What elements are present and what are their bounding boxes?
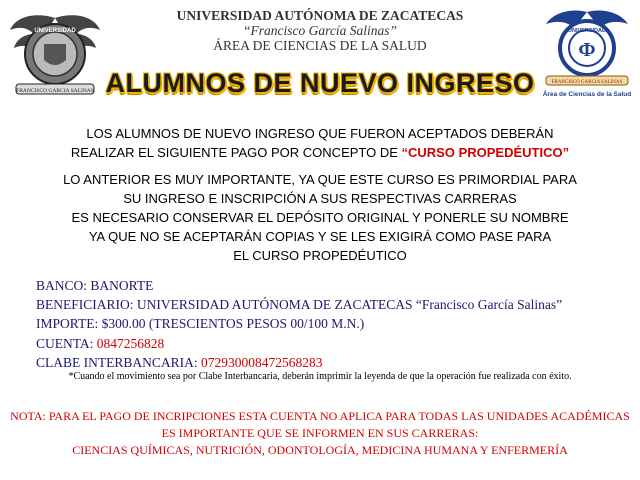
logo-left-band-text: FRANCISCO GARCIA SALINAS	[16, 88, 94, 94]
nota-line-1: NOTA: PARA EL PAGO DE INCRIPCIONES ESTA CUENTA NO APLICA PARA TODAS LAS UNIDADES ACADÉMICAS	[10, 409, 630, 423]
course-name-highlight: “CURSO PROPEDÉUTICO”	[401, 145, 570, 160]
bank-row	[36, 276, 153, 295]
amount-row	[36, 314, 364, 333]
bank-value: BANORTE	[90, 278, 154, 293]
body-line-3: ES NECESARIO CONSERVAR EL DEPÓSITO ORIGINAL Y PONERLE SU NOMBRE	[71, 210, 569, 225]
bank-label: BANCO:	[36, 278, 91, 293]
logo-right-band-text: FRANCISCO GARCIA SALINAS	[551, 80, 623, 85]
beneficiary-row	[36, 295, 562, 314]
area-name: ÁREA DE CIENCIAS DE LA SALUD	[213, 38, 427, 53]
account-label: CUENTA:	[36, 336, 97, 351]
nota-line-3: CIENCIAS QUÍMICAS, NUTRICIÓN, ODONTOLOGÍA, MEDICINA HUMANA Y ENFERMERÍA	[72, 443, 568, 457]
clabe-label: CLABE INTERBANCARIA:	[36, 355, 201, 370]
logo-right-top-text: UNIVERSIDAD	[568, 28, 606, 34]
clabe-note: *Cuando el movimiento sea por Clabe Interbancaria, deberán imprimir la leyenda de que la operación fue realizada con éxito.	[68, 371, 572, 382]
account-value: 0847256828	[96, 336, 165, 351]
intro-line-2	[0, 143, 640, 162]
logo-left-top-text: UNIVERSIDAD	[34, 28, 76, 34]
body-line-5: EL CURSO PROPEDÉUTICO	[233, 248, 407, 263]
clabe-row	[36, 353, 323, 372]
beneficiary-label: BENEFICIARIO:	[36, 297, 137, 312]
logo-right-caption: Área de Ciencias de la Salud	[542, 91, 632, 98]
beneficiary-value: UNIVERSIDAD AUTÓNOMA DE ZACATECAS “Francisco García Salinas”	[136, 297, 563, 312]
account-row	[36, 334, 164, 353]
body-line-4: YA QUE NO SE ACEPTARÁN COPIAS Y SE LES EXIGIRÁ COMO PASE PARA	[88, 229, 552, 244]
body-line-1: LO ANTERIOR ES MUY IMPORTANTE, YA QUE ESTE CURSO ES PRIMORDIAL PARA	[63, 172, 577, 187]
svg-text:Ф: Ф	[578, 39, 596, 61]
page-title: ALUMNOS DE NUEVO INGRESO	[105, 68, 535, 98]
amount-value: $300.00 (TRESCIENTOS PESOS 00/100 M.N.)	[101, 316, 365, 331]
body-line-2: SU INGRESO E INSCRIPCIÓN A SUS RESPECTIVAS CARRERAS	[123, 191, 517, 206]
nota-line-2: ES IMPORTANTE QUE SE INFORMEN EN SUS CARRERAS:	[161, 426, 479, 440]
intro-line-1: LOS ALUMNOS DE NUEVO INGRESO QUE FUERON ACEPTADOS DEBERÁN	[86, 126, 554, 141]
clabe-value: 072930008472568283	[201, 355, 323, 370]
intro-line-2-text: REALIZAR EL SIGUIENTE PAGO POR CONCEPTO DE	[70, 145, 402, 160]
university-name: UNIVERSIDAD AUTÓNOMA DE ZACATECAS	[176, 8, 464, 23]
amount-label: IMPORTE:	[36, 316, 102, 331]
university-subtitle: “Francisco García Salinas”	[242, 23, 397, 38]
